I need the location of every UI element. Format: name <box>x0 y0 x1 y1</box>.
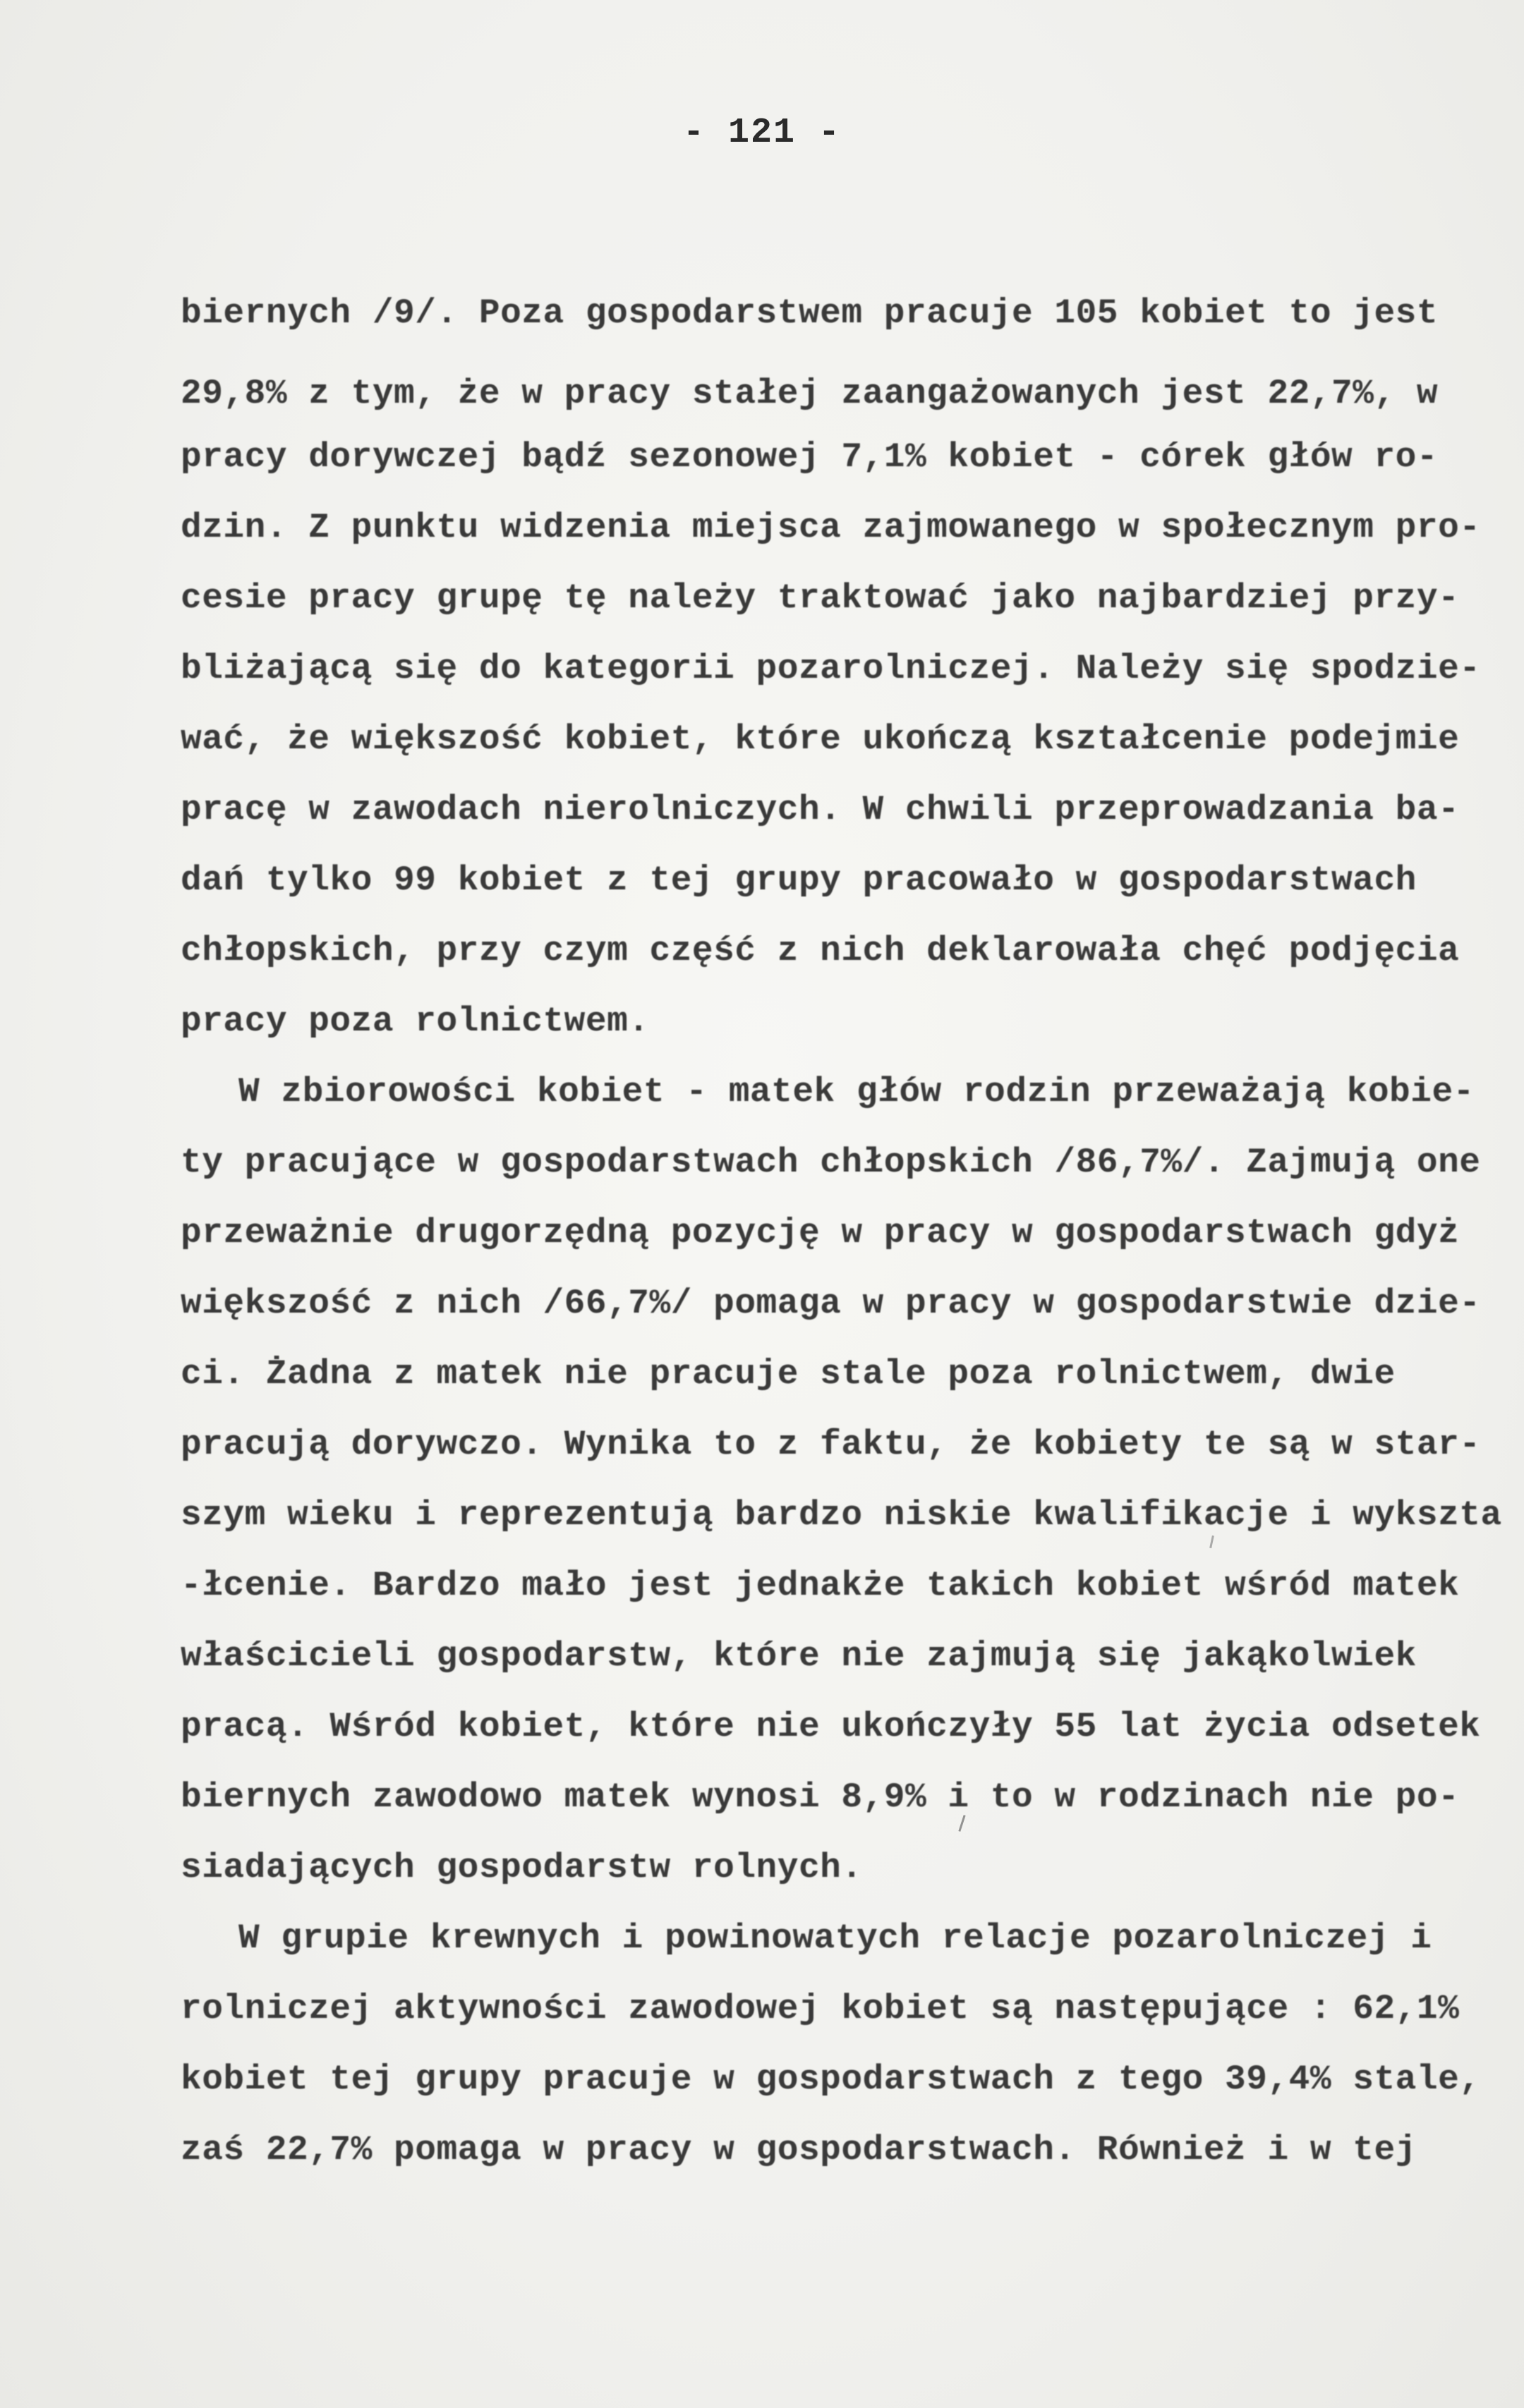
text-line: bliżającą się do kategorii pozarolniczej. Należy się spodzie- <box>181 649 1481 688</box>
text-line: większość z nich /66,7%/ pomaga w pracy w gospodarstwie dzie- <box>181 1284 1481 1323</box>
text-line: cesie pracy grupę tę należy traktować jako najbardziej przy- <box>181 578 1460 618</box>
text-line: dzin. Z punktu widzenia miejsca zajmowanego w społecznym pro- <box>181 508 1481 547</box>
text-line: W grupie krewnych i powinowatych relacje pozarolniczej i <box>238 1919 1432 1958</box>
text-line: właścicieli gospodarstw, które nie zajmują się jakąkolwiek <box>181 1636 1417 1676</box>
text-line: chłopskich, przy czym część z nich deklarowała chęć podjęcia <box>181 931 1460 971</box>
text-line: ty pracujące w gospodarstwach chłopskich /86,7%/. Zajmują one <box>181 1143 1481 1182</box>
ink-mark <box>1209 1536 1214 1548</box>
text-line: wać, że większość kobiet, które ukończą kształcenie podejmie <box>181 719 1460 759</box>
text-line: biernych /9/. Poza gospodarstwem pracuje 105 kobiet to jest <box>181 293 1439 333</box>
text-line: pracy dorywczej bądź sezonowej 7,1% kobiet - córek głów ro- <box>181 437 1439 477</box>
text-line: biernych zawodowo matek wynosi 8,9% i to w rodzinach nie po- <box>181 1777 1460 1817</box>
text-line: 29,8% z tym, że w pracy stałej zaangażowanych jest 22,7%, w <box>181 374 1439 413</box>
text-line: W zbiorowości kobiet - matek głów rodzin przeważają kobie- <box>238 1072 1475 1112</box>
text-line: szym wieku i reprezentują bardzo niskie kwalifikacje i wykszta <box>181 1495 1502 1535</box>
text-line: pracy poza rolnictwem. <box>181 1002 650 1041</box>
text-line: pracą. Wśród kobiet, które nie ukończyły 55 lat życia odsetek <box>181 1707 1481 1746</box>
page-number: - 121 - <box>682 113 842 153</box>
text-line: dań tylko 99 kobiet z tej grupy pracowało w gospodarstwach <box>181 861 1417 900</box>
text-line: kobiet tej grupy pracuje w gospodarstwach z tego 39,4% stale, <box>181 2060 1481 2099</box>
text-line: ci. Żadna z matek nie pracuje stale poza rolnictwem, dwie <box>181 1354 1396 1394</box>
text-line: pracują dorywczo. Wynika to z faktu, że kobiety te są w star- <box>181 1425 1481 1464</box>
text-line: pracę w zawodach nierolniczych. W chwili przeprowadzania ba- <box>181 790 1460 829</box>
text-line: przeważnie drugorzędną pozycję w pracy w gospodarstwach gdyż <box>181 1213 1460 1253</box>
text-line: zaś 22,7% pomaga w pracy w gospodarstwach. Również i w tej <box>181 2130 1417 2170</box>
text-line: siadających gospodarstw rolnych. <box>181 1848 863 1887</box>
text-line: rolniczej aktywności zawodowej kobiet są następujące : 62,1% <box>181 1989 1460 2029</box>
text-line: -łcenie. Bardzo mało jest jednakże takich kobiet wśród matek <box>181 1566 1460 1605</box>
